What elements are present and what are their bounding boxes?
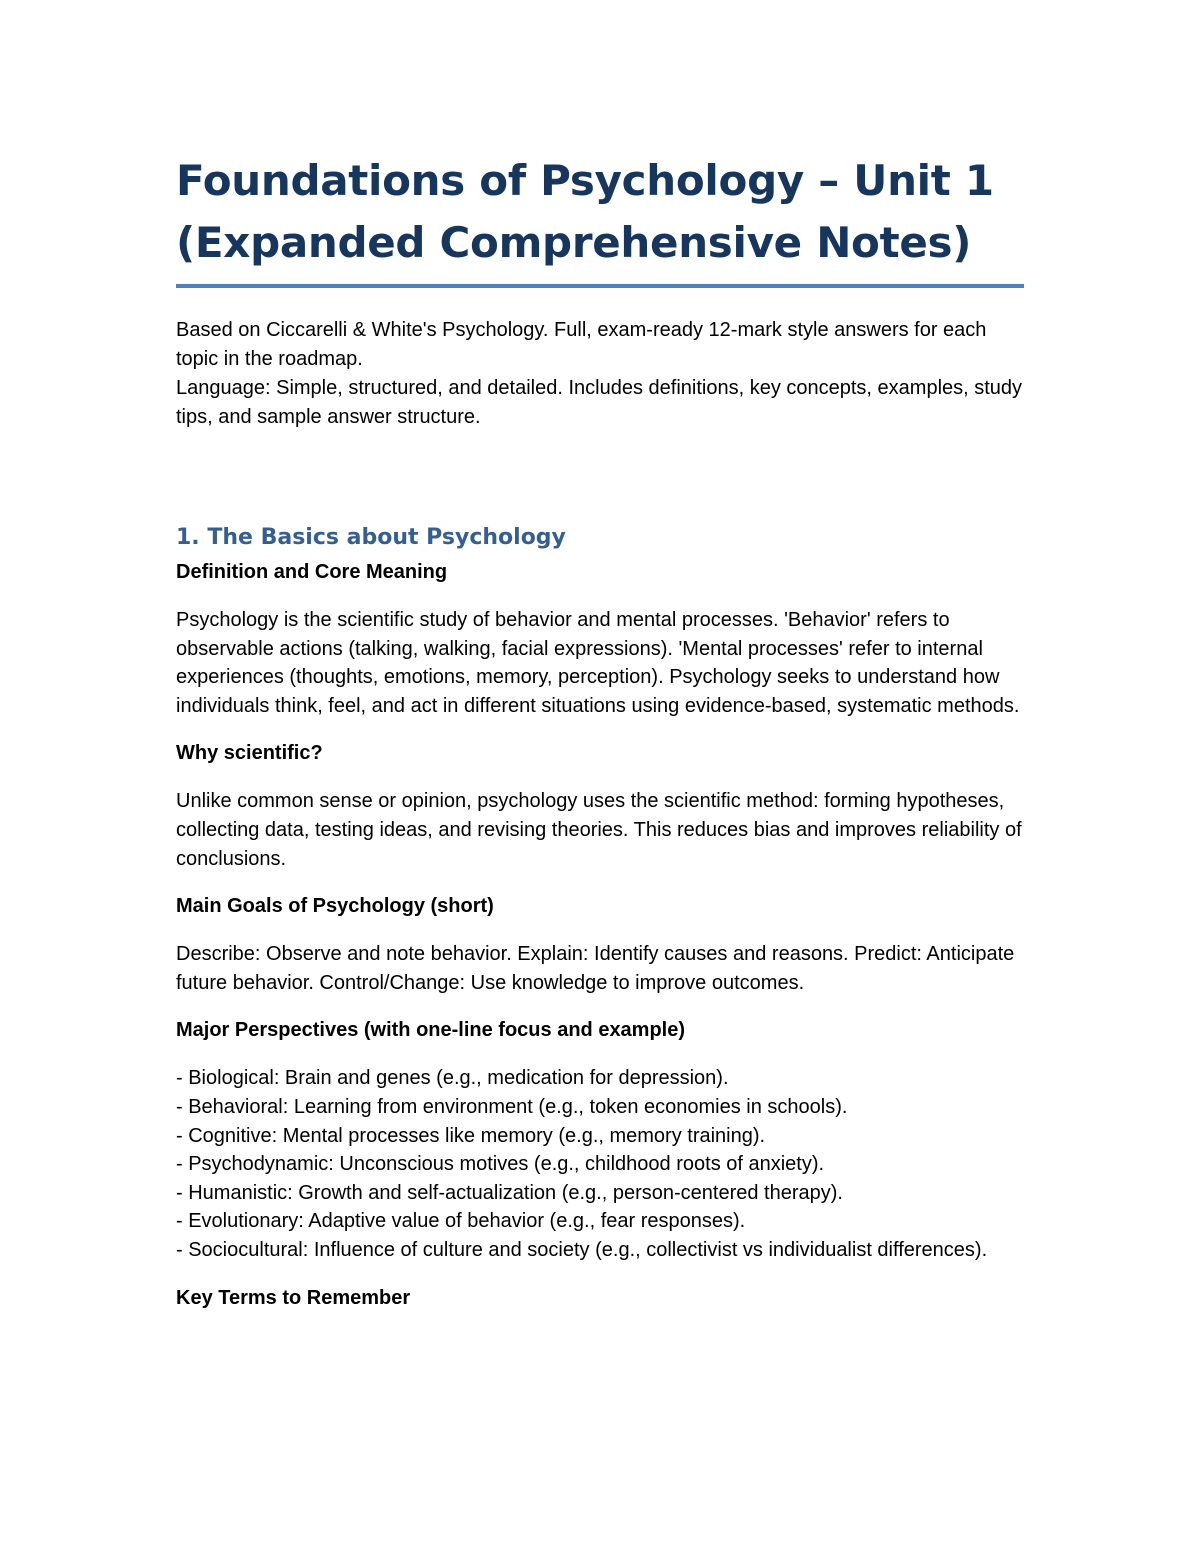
document-title: Foundations of Psychology – Unit 1 (Expanded Comprehensive Notes) xyxy=(176,156,994,267)
goals-heading: Main Goals of Psychology (short) xyxy=(176,895,494,918)
document-page xyxy=(176,150,1024,1332)
title-underline xyxy=(176,284,1024,288)
perspective-sociocultural: - Sociocultural: Influence of culture and society (e.g., collectivist vs individualist differences). xyxy=(176,1238,988,1261)
intro-language-line: Language: Simple, structured, and detailed. Includes definitions, key concepts, examples, study tips, and sample answer structure. xyxy=(176,377,1023,428)
perspective-biological: - Biological: Brain and genes (e.g., medication for depression). xyxy=(176,1067,729,1090)
perspectives-heading: Major Perspectives (with one-line focus and example) xyxy=(176,1019,686,1042)
definition-text: Psychology is the scientific study of behavior and mental processes. 'Behavior' refers to observable actions (talking, walking, facial expressions). 'Mental processes' refer to internal experiences (thoughts, emotions, memory, perception). Psychology seeks to understand how individuals think, feel, and act in different situations using evidence-based, systematic methods. xyxy=(176,609,1020,717)
intro-source-line: Based on Ciccarelli & White's Psychology. Full, exam-ready 12-mark style answers for each topic in the roadmap. xyxy=(176,319,987,370)
perspective-humanistic: - Humanistic: Growth and self-actualization (e.g., person-centered therapy). xyxy=(176,1181,843,1204)
why-scientific-heading: Why scientific? xyxy=(176,742,323,765)
perspectives-list xyxy=(176,1064,1024,1264)
perspective-behavioral: - Behavioral: Learning from environment (e.g., token economies in schools). xyxy=(176,1095,848,1118)
goals-text: Describe: Observe and note behavior. Explain: Identify causes and reasons. Predict: Anticipate future behavior. Control/Change: Use knowledge to improve outcomes. xyxy=(176,943,1015,994)
intro-block xyxy=(176,316,1024,432)
definition-heading: Definition and Core Meaning xyxy=(176,561,448,583)
perspective-evolutionary: - Evolutionary: Adaptive value of behavior (e.g., fear responses). xyxy=(176,1210,746,1233)
why-scientific-text: Unlike common sense or opinion, psychology uses the scientific method: forming hypotheses, collecting data, testing ideas, and revising theories. This reduces bias and improves reliability of conclusions. xyxy=(176,790,1022,870)
perspective-cognitive: - Cognitive: Mental processes like memory (e.g., memory training). xyxy=(176,1124,766,1147)
key-terms-heading: Key Terms to Remember xyxy=(176,1286,411,1309)
section-1-heading: 1. The Basics about Psychology xyxy=(176,525,566,550)
perspective-psychodynamic: - Psychodynamic: Unconscious motives (e.g., childhood roots of anxiety). xyxy=(176,1153,825,1176)
